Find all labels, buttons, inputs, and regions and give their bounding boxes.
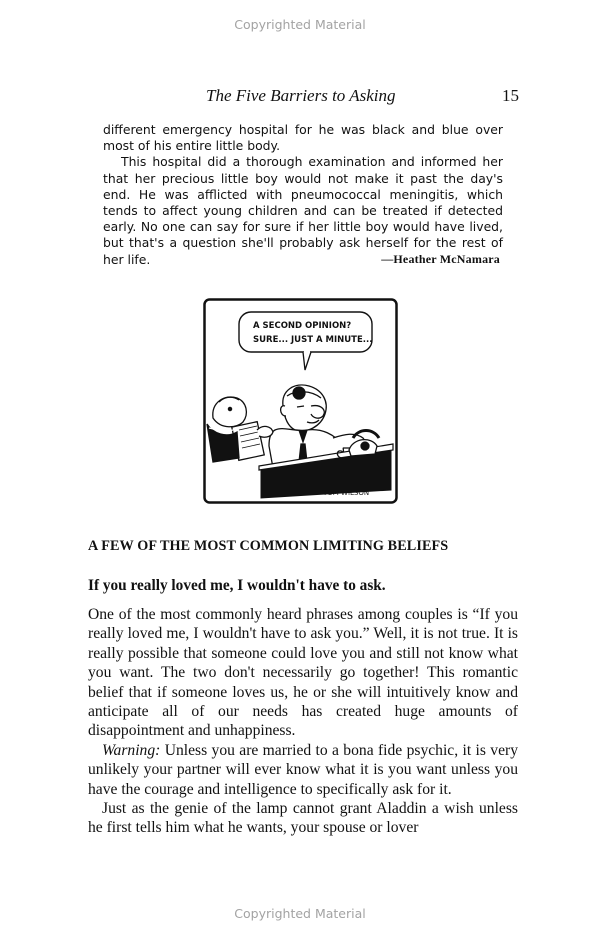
body-paragraph: One of the most commonly heard phrases among couples is “If you really loved me, I wouldn't have to ask you.” Well, it is not true. It is really possible that someone could love you and still not know what you want. The two don't necessarily go together! This romantic belief that if someone loves us, he or she will intuitively know and anticipate all of our needs has created huge amounts of disappointment and unhappiness. [88,606,518,740]
body-paragraph-warning [88,741,518,799]
page-number: 15 [502,86,519,105]
cartoon-illustration [203,298,398,504]
cartoon-panel [203,298,398,504]
speech-bubble-line-1: A SECOND OPINION? [253,321,352,331]
body-paragraph: Just as the genie of the lamp cannot grant Aladdin a wish unless he first tells him what he wants, your spouse or lover [88,800,518,837]
copyright-watermark-bottom: Copyrighted Material [234,906,366,921]
warning-paragraph-text: Unless you are married to a bona fide psychic, it is very unlikely your partner will ever know what it is you want unless you have the courage and intelligence to specifically ask for it. [88,741,518,798]
copyright-watermark-top: Copyrighted Material [234,17,366,32]
running-header-title: The Five Barriers to Asking [206,86,396,105]
story-paragraph: This hospital did a thorough examination and informed her that her precious little boy would not make it past the day's end. He was afflicted with pneumococcal meningitis, which tends to affect young children and can be treated if detected early. No one can say for sure if her little boy would have lived, but that's a question she'll probably ask herself for the rest of her life. [103,154,503,267]
section-subheading: If you really loved me, I wouldn't have to ask. [88,577,386,594]
story-paragraph: different emergency hospital for he was black and blue over most of his entire little body. [103,122,503,154]
body-text [88,605,518,838]
cartoonist-signature: TOM WILSON [323,489,370,497]
story-excerpt [103,122,503,268]
warning-label: Warning: [102,741,161,759]
speech-bubble-line-2: SURE... JUST A MINUTE... [253,335,373,345]
story-byline: —Heather McNamara [381,252,500,266]
section-heading: A FEW OF THE MOST COMMON LIMITING BELIEFS [88,538,449,554]
